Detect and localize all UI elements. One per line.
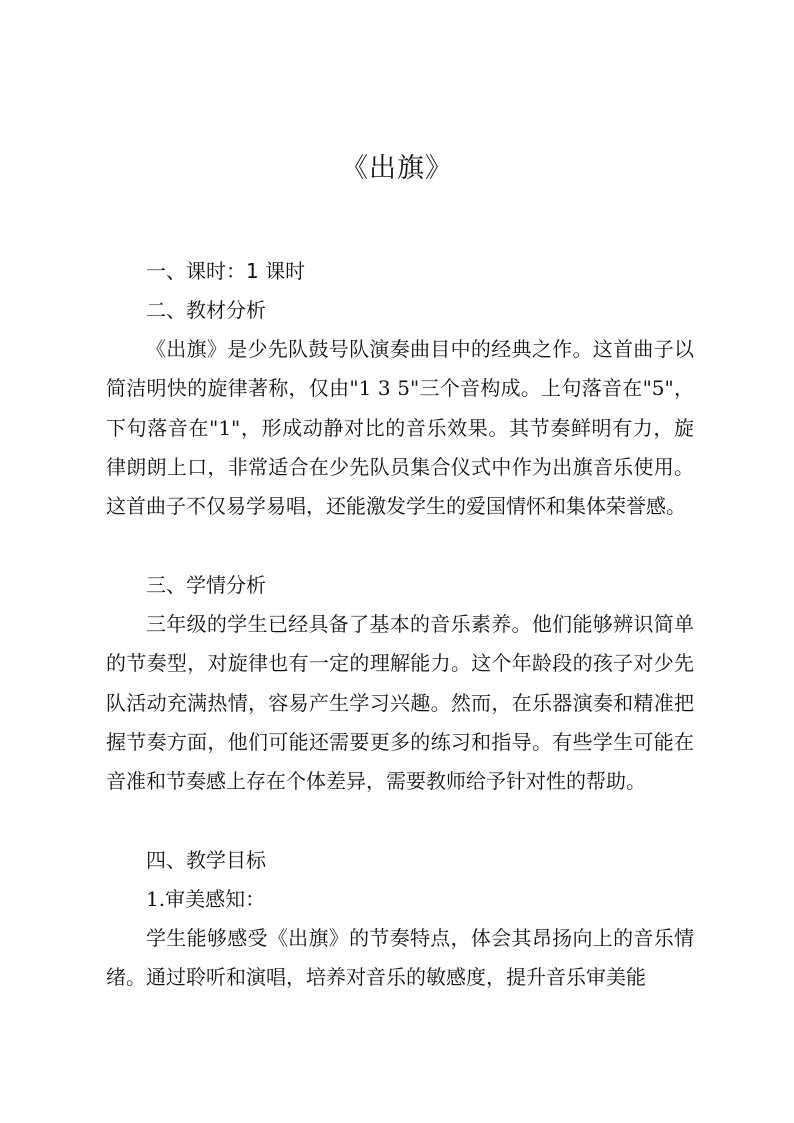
goal-aesthetic-heading: 1.审美感知： bbox=[146, 887, 266, 911]
students-analysis-paragraph bbox=[106, 605, 694, 841]
document-title: 《出旗》 bbox=[341, 153, 453, 184]
goal-aesthetic-paragraph bbox=[106, 919, 694, 999]
section-lesson-hours: 一、课时：1 课时 bbox=[146, 259, 306, 283]
material-analysis-paragraph bbox=[106, 330, 694, 566]
material-analysis-text: 《出旗》是少先队鼓号队演奏曲目中的经典之作。这首曲子以简洁明快的旋律著称，仅由"1 3 5"三个音构成。上句落音在"5"，下句落音在"1"，形成动静对比的音乐效果。其节奏鲜明有力，旋律朗朗上口，非常适合在少先队员集合仪式中作为出旗音乐使用。这首曲子不仅易学易唱，还能激发学生的爱国情怀和集体荣誉感。 bbox=[106, 337, 694, 519]
section-students-heading: 三、学情分析 bbox=[146, 573, 266, 597]
students-analysis-text: 三年级的学生已经具备了基本的音乐素养。他们能够辨识简单的节奏型，对旋律也有一定的理解能力。这个年龄段的孩子对少先队活动充满热情，容易产生学习兴趣。然而，在乐器演奏和精准把握节奏方面，他们可能还需要更多的练习和指导。有些学生可能在音准和节奏感上存在个体差异，需要教师给予针对性的帮助。 bbox=[106, 612, 694, 794]
section-goals-heading: 四、教学目标 bbox=[146, 848, 266, 872]
section-material-heading: 二、教材分析 bbox=[146, 298, 266, 322]
goal-aesthetic-text: 学生能够感受《出旗》的节奏特点，体会其昂扬向上的音乐情绪。通过聆听和演唱，培养对音乐的敏感度，提升音乐审美能 bbox=[106, 926, 694, 990]
